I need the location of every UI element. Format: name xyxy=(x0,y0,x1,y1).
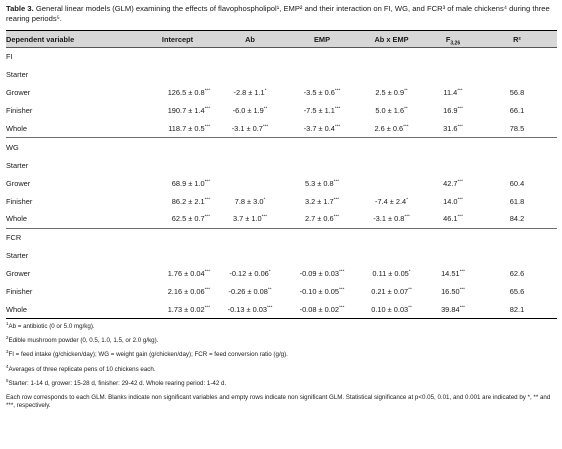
abxemp-value: -7.4 ± 2.4 xyxy=(375,196,407,206)
ab-cell xyxy=(210,120,290,138)
abxemp-value: 0.11 ± 0.05 xyxy=(372,269,409,279)
significance-mark: * xyxy=(408,268,411,274)
header-ab-x-emp: Ab x EMP xyxy=(354,31,429,48)
r2-value: 78.5 xyxy=(509,124,525,133)
intercept-cell xyxy=(145,120,210,138)
header-f-letter: F xyxy=(445,34,451,44)
significance-mark: ** xyxy=(263,105,268,111)
significance-mark: * xyxy=(264,87,267,93)
intercept-value: 1.76 ± 0.04 xyxy=(167,269,205,279)
period-label: Starter xyxy=(6,70,29,80)
intercept-cell xyxy=(145,210,210,228)
abxemp-cell xyxy=(354,192,429,210)
footnote xyxy=(6,363,558,374)
significance-mark: *** xyxy=(261,213,268,219)
f-cell xyxy=(429,120,477,138)
abxemp-cell xyxy=(354,156,429,174)
intercept-cell xyxy=(145,174,210,192)
significance-mark: ** xyxy=(408,286,412,292)
significance-mark: *** xyxy=(459,268,465,274)
empty-cell xyxy=(290,228,354,246)
footnote xyxy=(6,351,558,359)
f-cell xyxy=(429,247,477,265)
intercept-value: 126.5 ± 0.8 xyxy=(167,88,205,98)
emp-value: 2.7 ± 0.6 xyxy=(304,214,334,224)
emp-value: -3.7 ± 0.4 xyxy=(303,124,335,133)
footnote xyxy=(6,320,558,331)
emp-value: 5.3 ± 0.8 xyxy=(304,178,334,188)
ab-cell xyxy=(210,283,290,301)
abxemp-cell xyxy=(354,66,429,84)
intercept-cell xyxy=(145,300,210,318)
r2-cell xyxy=(477,66,557,84)
significance-mark: *** xyxy=(339,286,345,292)
intercept-value: 62.5 ± 0.7 xyxy=(171,214,205,224)
empty-cell xyxy=(429,48,477,66)
empty-cell xyxy=(145,48,210,66)
period-label: Starter xyxy=(6,251,29,261)
f-cell xyxy=(429,156,477,174)
f-value: 16.50 xyxy=(441,287,460,297)
ab-value: 7.8 ± 3.0 xyxy=(234,196,264,206)
period-label: Starter xyxy=(6,160,29,170)
r2-cell xyxy=(477,120,557,138)
ab-cell xyxy=(210,300,290,318)
emp-cell xyxy=(290,283,354,301)
significance-mark: *** xyxy=(333,196,340,202)
intercept-value: 86.2 ± 2.1 xyxy=(171,196,205,206)
significance-mark: *** xyxy=(457,123,463,129)
footnote-text: Ab = antibiotic (0 or 5.0 mg/kg). xyxy=(8,323,95,330)
significance-mark: *** xyxy=(459,304,465,310)
empty-cell xyxy=(477,138,557,156)
ab-value: -0.26 ± 0.08 xyxy=(228,287,268,297)
abxemp-value: -3.1 ± 0.8 xyxy=(373,214,405,224)
significance-mark: * xyxy=(263,196,266,202)
header-r2: R² xyxy=(477,31,557,48)
r2-cell xyxy=(477,300,557,318)
ab-cell xyxy=(210,84,290,102)
ab-cell xyxy=(210,265,290,283)
emp-value: 3.2 ± 1.7 xyxy=(304,196,334,206)
footnote-marker: 1 xyxy=(6,320,9,326)
footnote xyxy=(6,337,558,345)
r2-cell xyxy=(477,174,557,192)
f-cell xyxy=(429,283,477,301)
f-cell xyxy=(429,192,477,210)
abxemp-value: 5.0 ± 1.6 xyxy=(375,106,405,116)
f-cell xyxy=(429,174,477,192)
r2-value: 61.8 xyxy=(509,196,525,206)
significance-mark: *** xyxy=(204,105,210,111)
table-row xyxy=(6,66,557,84)
intercept-cell xyxy=(145,102,210,120)
empty-cell xyxy=(145,228,210,246)
period-label: Finisher xyxy=(6,196,33,206)
significance-mark: *** xyxy=(204,87,210,93)
significance-mark: ** xyxy=(404,87,408,93)
empty-cell xyxy=(354,138,429,156)
empty-cell xyxy=(477,228,557,246)
emp-cell xyxy=(290,210,354,228)
ab-cell xyxy=(210,192,290,210)
emp-value: -0.10 ± 0.05 xyxy=(299,287,340,297)
ab-cell xyxy=(210,156,290,174)
header-intercept: Intercept xyxy=(145,31,210,48)
abxemp-cell xyxy=(354,283,429,301)
significance-mark: *** xyxy=(457,105,463,111)
significance-mark: *** xyxy=(204,286,210,292)
empty-cell xyxy=(210,48,290,66)
section-label: FCR xyxy=(6,228,145,246)
emp-cell xyxy=(290,120,354,138)
r2-cell xyxy=(477,192,557,210)
r2-cell xyxy=(477,210,557,228)
significance-mark: *** xyxy=(204,304,210,310)
empty-cell xyxy=(354,48,429,66)
table-row xyxy=(6,174,557,192)
table-row xyxy=(6,300,557,318)
f-cell xyxy=(429,66,477,84)
r2-value: 84.2 xyxy=(509,214,525,224)
footnote-marker: 4 xyxy=(6,363,9,369)
f-value: 14.0 xyxy=(443,196,458,206)
section-label: FI xyxy=(6,48,145,66)
f-value: 31.6 xyxy=(443,124,458,133)
empty-cell xyxy=(354,228,429,246)
empty-cell xyxy=(429,138,477,156)
significance-mark: *** xyxy=(204,213,210,219)
period-label: Whole xyxy=(6,214,27,224)
empty-cell xyxy=(429,228,477,246)
significance-mark: *** xyxy=(204,268,210,274)
abxemp-value: 2.5 ± 0.9 xyxy=(375,88,405,98)
intercept-cell xyxy=(145,66,210,84)
table-row xyxy=(6,265,557,283)
significance-mark: *** xyxy=(334,123,341,129)
r2-value: 62.6 xyxy=(509,269,525,279)
significance-mark: * xyxy=(268,268,271,274)
empty-cell xyxy=(210,228,290,246)
abxemp-cell xyxy=(354,265,429,283)
intercept-cell xyxy=(145,84,210,102)
r2-value: 66.1 xyxy=(509,106,525,116)
abxemp-value: 2.6 ± 0.6 xyxy=(374,124,404,133)
significance-mark: *** xyxy=(457,213,463,219)
r2-cell xyxy=(477,247,557,265)
r2-cell xyxy=(477,84,557,102)
significance-mark: *** xyxy=(403,123,409,129)
r2-cell xyxy=(477,102,557,120)
intercept-cell xyxy=(145,192,210,210)
abxemp-value: 0.21 ± 0.07 xyxy=(371,287,409,297)
f-value: 42.7 xyxy=(443,178,458,188)
table-title: General linear models (GLM) examining the effects of flavophospholipol¹, EMP² and their interaction on FI, WG, and FCR³ of male chickens⁴ during three rearing periods⁵. xyxy=(6,4,550,23)
ab-cell xyxy=(210,247,290,265)
f-value: 16.9 xyxy=(443,106,458,116)
f-cell xyxy=(429,102,477,120)
f-cell xyxy=(429,300,477,318)
emp-cell xyxy=(290,265,354,283)
table-body xyxy=(6,31,557,319)
intercept-cell xyxy=(145,283,210,301)
table-caption xyxy=(6,4,556,24)
ab-value: -3.1 ± 0.7 xyxy=(231,124,263,133)
glm-table xyxy=(6,30,557,319)
r2-cell xyxy=(477,265,557,283)
period-label: Grower xyxy=(6,178,31,188)
f-cell xyxy=(429,265,477,283)
f-value: 46.1 xyxy=(443,214,458,224)
footnote-marker: 3 xyxy=(6,349,9,355)
f-cell xyxy=(429,210,477,228)
r2-value: 60.4 xyxy=(509,178,525,188)
r2-cell xyxy=(477,156,557,174)
significance-mark: *** xyxy=(339,268,345,274)
footnote-text: Averages of three replicate pens of 10 chickens each. xyxy=(8,365,156,373)
ab-value: -2.8 ± 1.1 xyxy=(233,88,265,98)
intercept-cell xyxy=(145,156,210,174)
emp-value: -0.08 ± 0.02 xyxy=(299,304,340,314)
significance-mark: * xyxy=(406,196,408,202)
footnote-text: Each row corresponds to each GLM. Blanks indicate non significant variables and empty rows indicate non significant GLM. Statistical significance at p<0.05, 0.01, and 0.001 are indicated by *, ** and ***, respectively. xyxy=(6,393,551,409)
table-header-row xyxy=(6,31,557,48)
empty-cell xyxy=(290,138,354,156)
ab-value: -0.12 ± 0.06 xyxy=(229,269,269,279)
r2-value: 56.8 xyxy=(509,88,525,98)
section-row xyxy=(6,228,557,246)
empty-cell xyxy=(290,48,354,66)
emp-cell xyxy=(290,300,354,318)
significance-mark: *** xyxy=(333,213,340,219)
ab-cell xyxy=(210,102,290,120)
header-ab: Ab xyxy=(210,31,290,48)
footnote-text: FI = feed intake (g/chicken/day); WG = weight gain (g/chicken/day); FCR = feed conversion ratio (g/g). xyxy=(8,351,288,359)
significance-mark: *** xyxy=(333,178,340,184)
intercept-value: 118.7 ± 0.5 xyxy=(168,124,205,133)
abxemp-cell xyxy=(354,247,429,265)
significance-mark: *** xyxy=(334,105,341,111)
table-label: Table 3. xyxy=(6,4,34,13)
intercept-cell xyxy=(145,247,210,265)
abxemp-cell xyxy=(354,300,429,318)
emp-cell xyxy=(290,66,354,84)
ab-cell xyxy=(210,66,290,84)
significance-mark: *** xyxy=(204,196,210,202)
period-label: Grower xyxy=(6,88,31,98)
significance-mark: *** xyxy=(204,178,210,184)
significance-mark: *** xyxy=(339,304,345,310)
significance-mark: *** xyxy=(404,213,410,219)
footnote-marker: 5 xyxy=(6,377,9,383)
period-label: Finisher xyxy=(6,287,33,297)
empty-cell xyxy=(210,138,290,156)
intercept-value: 190.7 ± 1.4 xyxy=(167,106,205,116)
abxemp-cell xyxy=(354,210,429,228)
abxemp-value: 0.10 ± 0.03 xyxy=(371,304,409,314)
table-row xyxy=(6,283,557,301)
significance-mark: *** xyxy=(204,123,210,129)
ab-cell xyxy=(210,174,290,192)
abxemp-cell xyxy=(354,102,429,120)
significance-mark: ** xyxy=(404,105,408,111)
emp-value: -0.09 ± 0.03 xyxy=(299,269,340,279)
significance-mark: ** xyxy=(408,304,412,310)
section-row xyxy=(6,48,557,66)
header-f xyxy=(429,31,477,48)
significance-mark: *** xyxy=(459,286,465,292)
f-value: 14.51 xyxy=(441,269,460,279)
ab-cell xyxy=(210,210,290,228)
emp-value: -7.5 ± 1.1 xyxy=(303,106,335,116)
table-row xyxy=(6,247,557,265)
table-row xyxy=(6,156,557,174)
abxemp-cell xyxy=(354,84,429,102)
ab-value: -0.13 ± 0.03 xyxy=(227,304,268,314)
intercept-value: 1.73 ± 0.02 xyxy=(167,304,205,314)
abxemp-cell xyxy=(354,174,429,192)
significance-mark: *** xyxy=(334,87,341,93)
significance-mark: *** xyxy=(457,87,463,93)
header-dependent-variable: Dependent variable xyxy=(6,31,145,48)
section-label: WG xyxy=(6,138,145,156)
significance-mark: *** xyxy=(262,123,269,129)
intercept-value: 68.9 ± 1.0 xyxy=(171,178,205,188)
period-label: Finisher xyxy=(6,106,33,116)
period-label: Whole xyxy=(6,124,27,133)
empty-cell xyxy=(477,48,557,66)
f-value: 39.84 xyxy=(441,304,460,314)
header-f-df: 3,26 xyxy=(450,39,461,46)
table-row xyxy=(6,84,557,102)
footnote xyxy=(6,394,558,410)
table-footnotes xyxy=(6,320,558,416)
empty-cell xyxy=(145,138,210,156)
emp-cell xyxy=(290,174,354,192)
footnote-text: Starter: 1-14 d, grower: 15-28 d, finisher: 29-42 d. Whole rearing period: 1-42 d. xyxy=(8,379,227,387)
period-label: Grower xyxy=(6,269,31,279)
ab-value: 3.7 ± 1.0 xyxy=(232,214,262,224)
footnote-marker: 2 xyxy=(6,335,9,341)
significance-mark: ** xyxy=(267,286,272,292)
f-value: 11.4 xyxy=(443,88,458,98)
emp-cell xyxy=(290,247,354,265)
emp-cell xyxy=(290,192,354,210)
significance-mark: *** xyxy=(457,178,463,184)
f-cell xyxy=(429,84,477,102)
ab-value: -6.0 ± 1.9 xyxy=(232,106,264,116)
footnote xyxy=(6,377,558,388)
footnote-text: Edible mushroom powder (0, 0.5, 1.0, 1.5, or 2.0 g/kg). xyxy=(8,337,159,345)
period-label: Whole xyxy=(6,300,145,318)
emp-cell xyxy=(290,84,354,102)
emp-cell xyxy=(290,156,354,174)
r2-cell xyxy=(477,283,557,301)
table-row xyxy=(6,120,557,138)
table-row xyxy=(6,210,557,228)
emp-cell xyxy=(290,102,354,120)
intercept-value: 2.16 ± 0.06 xyxy=(167,287,205,297)
significance-mark: *** xyxy=(267,304,273,310)
r2-value: 82.1 xyxy=(509,304,525,314)
r2-value: 65.6 xyxy=(509,287,525,297)
header-emp: EMP xyxy=(290,31,354,48)
table-row xyxy=(6,102,557,120)
section-row xyxy=(6,138,557,156)
significance-mark: *** xyxy=(457,196,463,202)
table-row xyxy=(6,192,557,210)
emp-value: -3.5 ± 0.6 xyxy=(303,88,335,98)
abxemp-cell xyxy=(354,120,429,138)
intercept-cell xyxy=(145,265,210,283)
